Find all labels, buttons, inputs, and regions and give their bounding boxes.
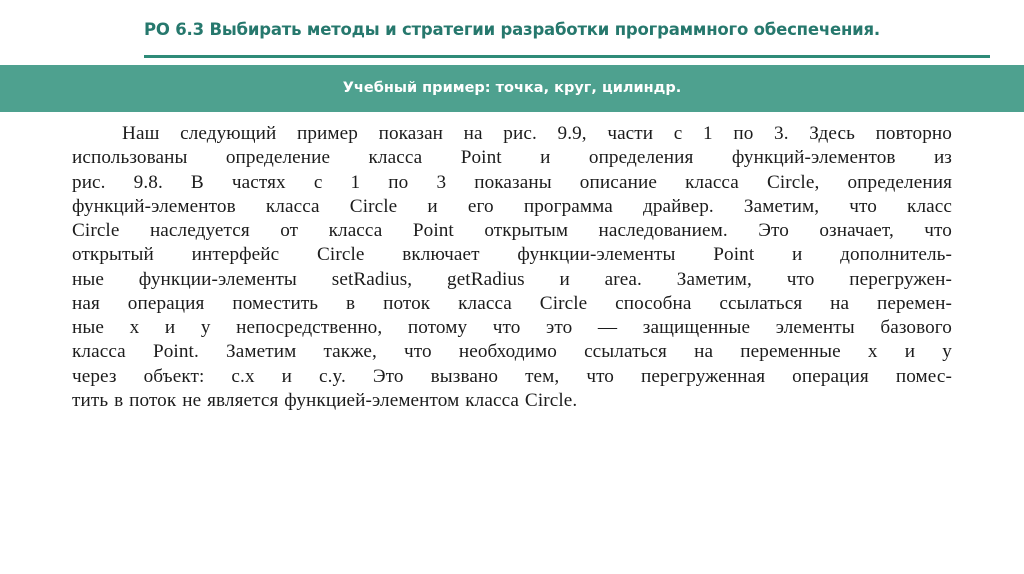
text-line: через объект: c.x и c.y. Это вызвано тем, что перегруженная операция помес- [72, 365, 952, 387]
text-line: функций-элементов класса Circle и его программа драйвер. Заметим, что класс [72, 195, 952, 217]
text-line: класса Point. Заметим также, что необходимо ссылаться на переменные x и y [72, 341, 952, 363]
text-line: использованы определение класса Point и определения функций-элементов из [72, 147, 952, 169]
text-line: открытый интерфейс Circle включает функции-элементы Point и дополнитель- [72, 244, 952, 266]
scanned-text-block [72, 122, 952, 413]
text-line: Наш следующий пример показан на рис. 9.9, части с 1 по 3. Здесь повторно [122, 123, 952, 144]
text-line: ные x и y непосредственно, потому что это — защищенные элементы базового [72, 317, 952, 338]
text-line: тить в поток не является функцией-элементом класса Circle. [72, 389, 578, 411]
text-line: рис. 9.8. В частях с 1 по 3 показаны описание класса Circle, определения [72, 171, 952, 193]
slide-title: РО 6.3 Выбирать методы и стратегии разработки программного обеспечения. [144, 20, 880, 39]
title-divider [144, 55, 990, 58]
section-heading: Учебный пример: точка, круг, цилиндр. [342, 80, 682, 96]
text-line: Circle наследуется от класса Point открытым наследованием. Это означает, что [72, 220, 952, 241]
text-line: ная операция поместить в поток класса Circle способна ссылаться на перемен- [72, 292, 952, 314]
text-line: ные функции-элементы setRadius, getRadius и area. Заметим, что перегружен- [72, 268, 952, 290]
